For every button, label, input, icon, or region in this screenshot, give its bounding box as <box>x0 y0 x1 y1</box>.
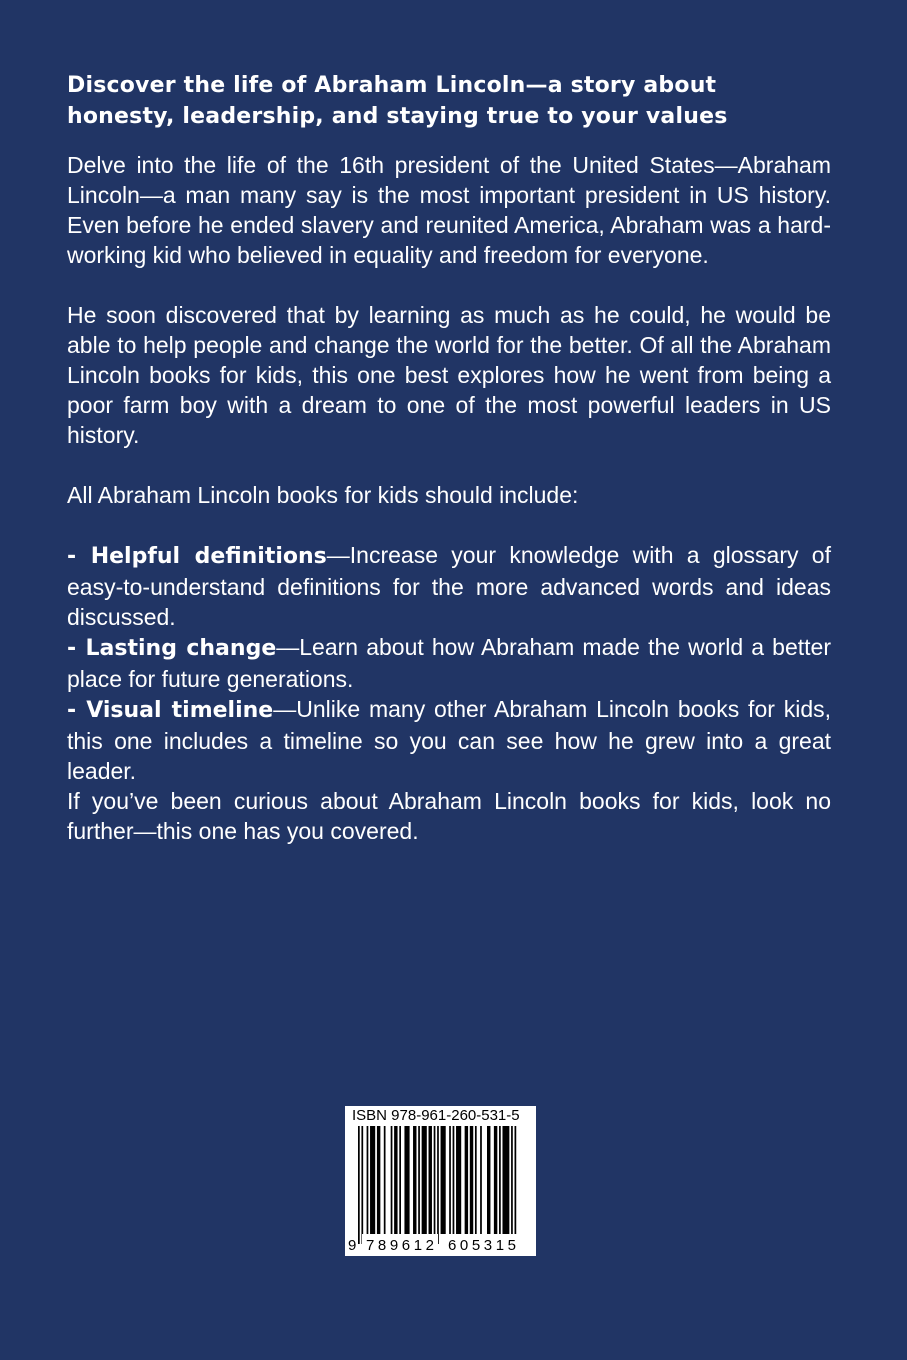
closing-paragraph: If you’ve been curious about Abraham Lincoln books for kids, look no further—this one has you covered. <box>67 788 831 844</box>
feature-text: —Increase your knowledge with a glossary of easy-to-understand definitions for the more advanced words and ideas discussed. <box>67 542 831 630</box>
barcode-bar <box>465 1126 468 1234</box>
barcode-bar <box>361 1126 363 1244</box>
feature-label: - Helpful definitions <box>67 544 327 569</box>
barcode-digit-first: 9 <box>348 1237 357 1254</box>
barcode-bar <box>384 1126 386 1234</box>
barcode-bar <box>502 1126 509 1234</box>
barcode-bar <box>429 1126 432 1234</box>
description-paragraph-1: Delve into the life of the 16th president of the United States—Abraham Lincoln—a man many say is the most important president in US history. Even before he ended slavery and reunited America, Abraham was a hard-working kid who believed in equality and freedom for everyone. <box>67 152 831 268</box>
barcode-bar <box>413 1126 416 1234</box>
barcode-bar <box>499 1126 501 1234</box>
barcode-bar <box>418 1126 420 1234</box>
barcode-bar <box>480 1126 482 1234</box>
barcode-bar <box>422 1126 427 1234</box>
feature-label: - Lasting change <box>67 636 277 661</box>
barcode-digits-left: 789612 <box>366 1237 434 1254</box>
barcode-bar <box>394 1126 397 1234</box>
barcode-bar <box>515 1126 517 1244</box>
description-paragraph-3: All Abraham Lincoln books for kids should include: <box>67 482 579 508</box>
barcode-bar <box>404 1126 409 1234</box>
feature-text: —Unlike many other Abraham Lincoln books for kids, this one includes a timeline so you can see how he grew into a great leader. <box>67 696 832 784</box>
headline: Discover the life of Abraham Lincoln—a story about honesty, leadership, and staying true to your values <box>67 73 728 129</box>
barcode-digits-right: 605315 <box>448 1237 516 1254</box>
feature-list <box>67 540 831 786</box>
barcode-bar <box>377 1126 380 1234</box>
isbn-label: ISBN 978-961-260-531-5 <box>352 1107 520 1124</box>
barcode-bar <box>441 1126 446 1234</box>
barcode-bar <box>449 1126 451 1234</box>
barcode-bar <box>367 1126 369 1234</box>
isbn-barcode <box>345 1106 536 1256</box>
barcode-bar <box>399 1126 401 1234</box>
barcode-bar <box>475 1126 477 1234</box>
barcode-bar <box>453 1126 455 1234</box>
barcode-bar <box>437 1126 439 1244</box>
description-paragraph-2: He soon discovered that by learning as much as he could, he would be able to help people and change the world for the better. Of all the Abraham Lincoln books for kids, this one best explores how he went from being a poor farm boy with a dream to one of the most powerful leaders in US history. <box>67 302 831 448</box>
barcode-bar <box>487 1126 490 1234</box>
barcode-bar <box>456 1126 461 1234</box>
feature-item <box>67 694 831 786</box>
barcode-bar-group <box>358 1126 516 1244</box>
barcode-bar <box>358 1126 360 1244</box>
barcode-bar <box>434 1126 436 1244</box>
feature-text: —Learn about how Abraham made the world a better place for future generations. <box>67 634 832 692</box>
barcode-bars <box>345 1126 536 1256</box>
feature-label: - Visual timeline <box>67 698 274 723</box>
barcode-bar <box>511 1126 513 1244</box>
back-cover-text <box>67 70 831 846</box>
barcode-bar <box>391 1126 393 1234</box>
barcode-bar <box>370 1126 375 1234</box>
feature-item <box>67 540 831 632</box>
barcode-bar <box>494 1126 497 1234</box>
feature-item <box>67 632 831 694</box>
barcode-bar <box>470 1126 473 1234</box>
